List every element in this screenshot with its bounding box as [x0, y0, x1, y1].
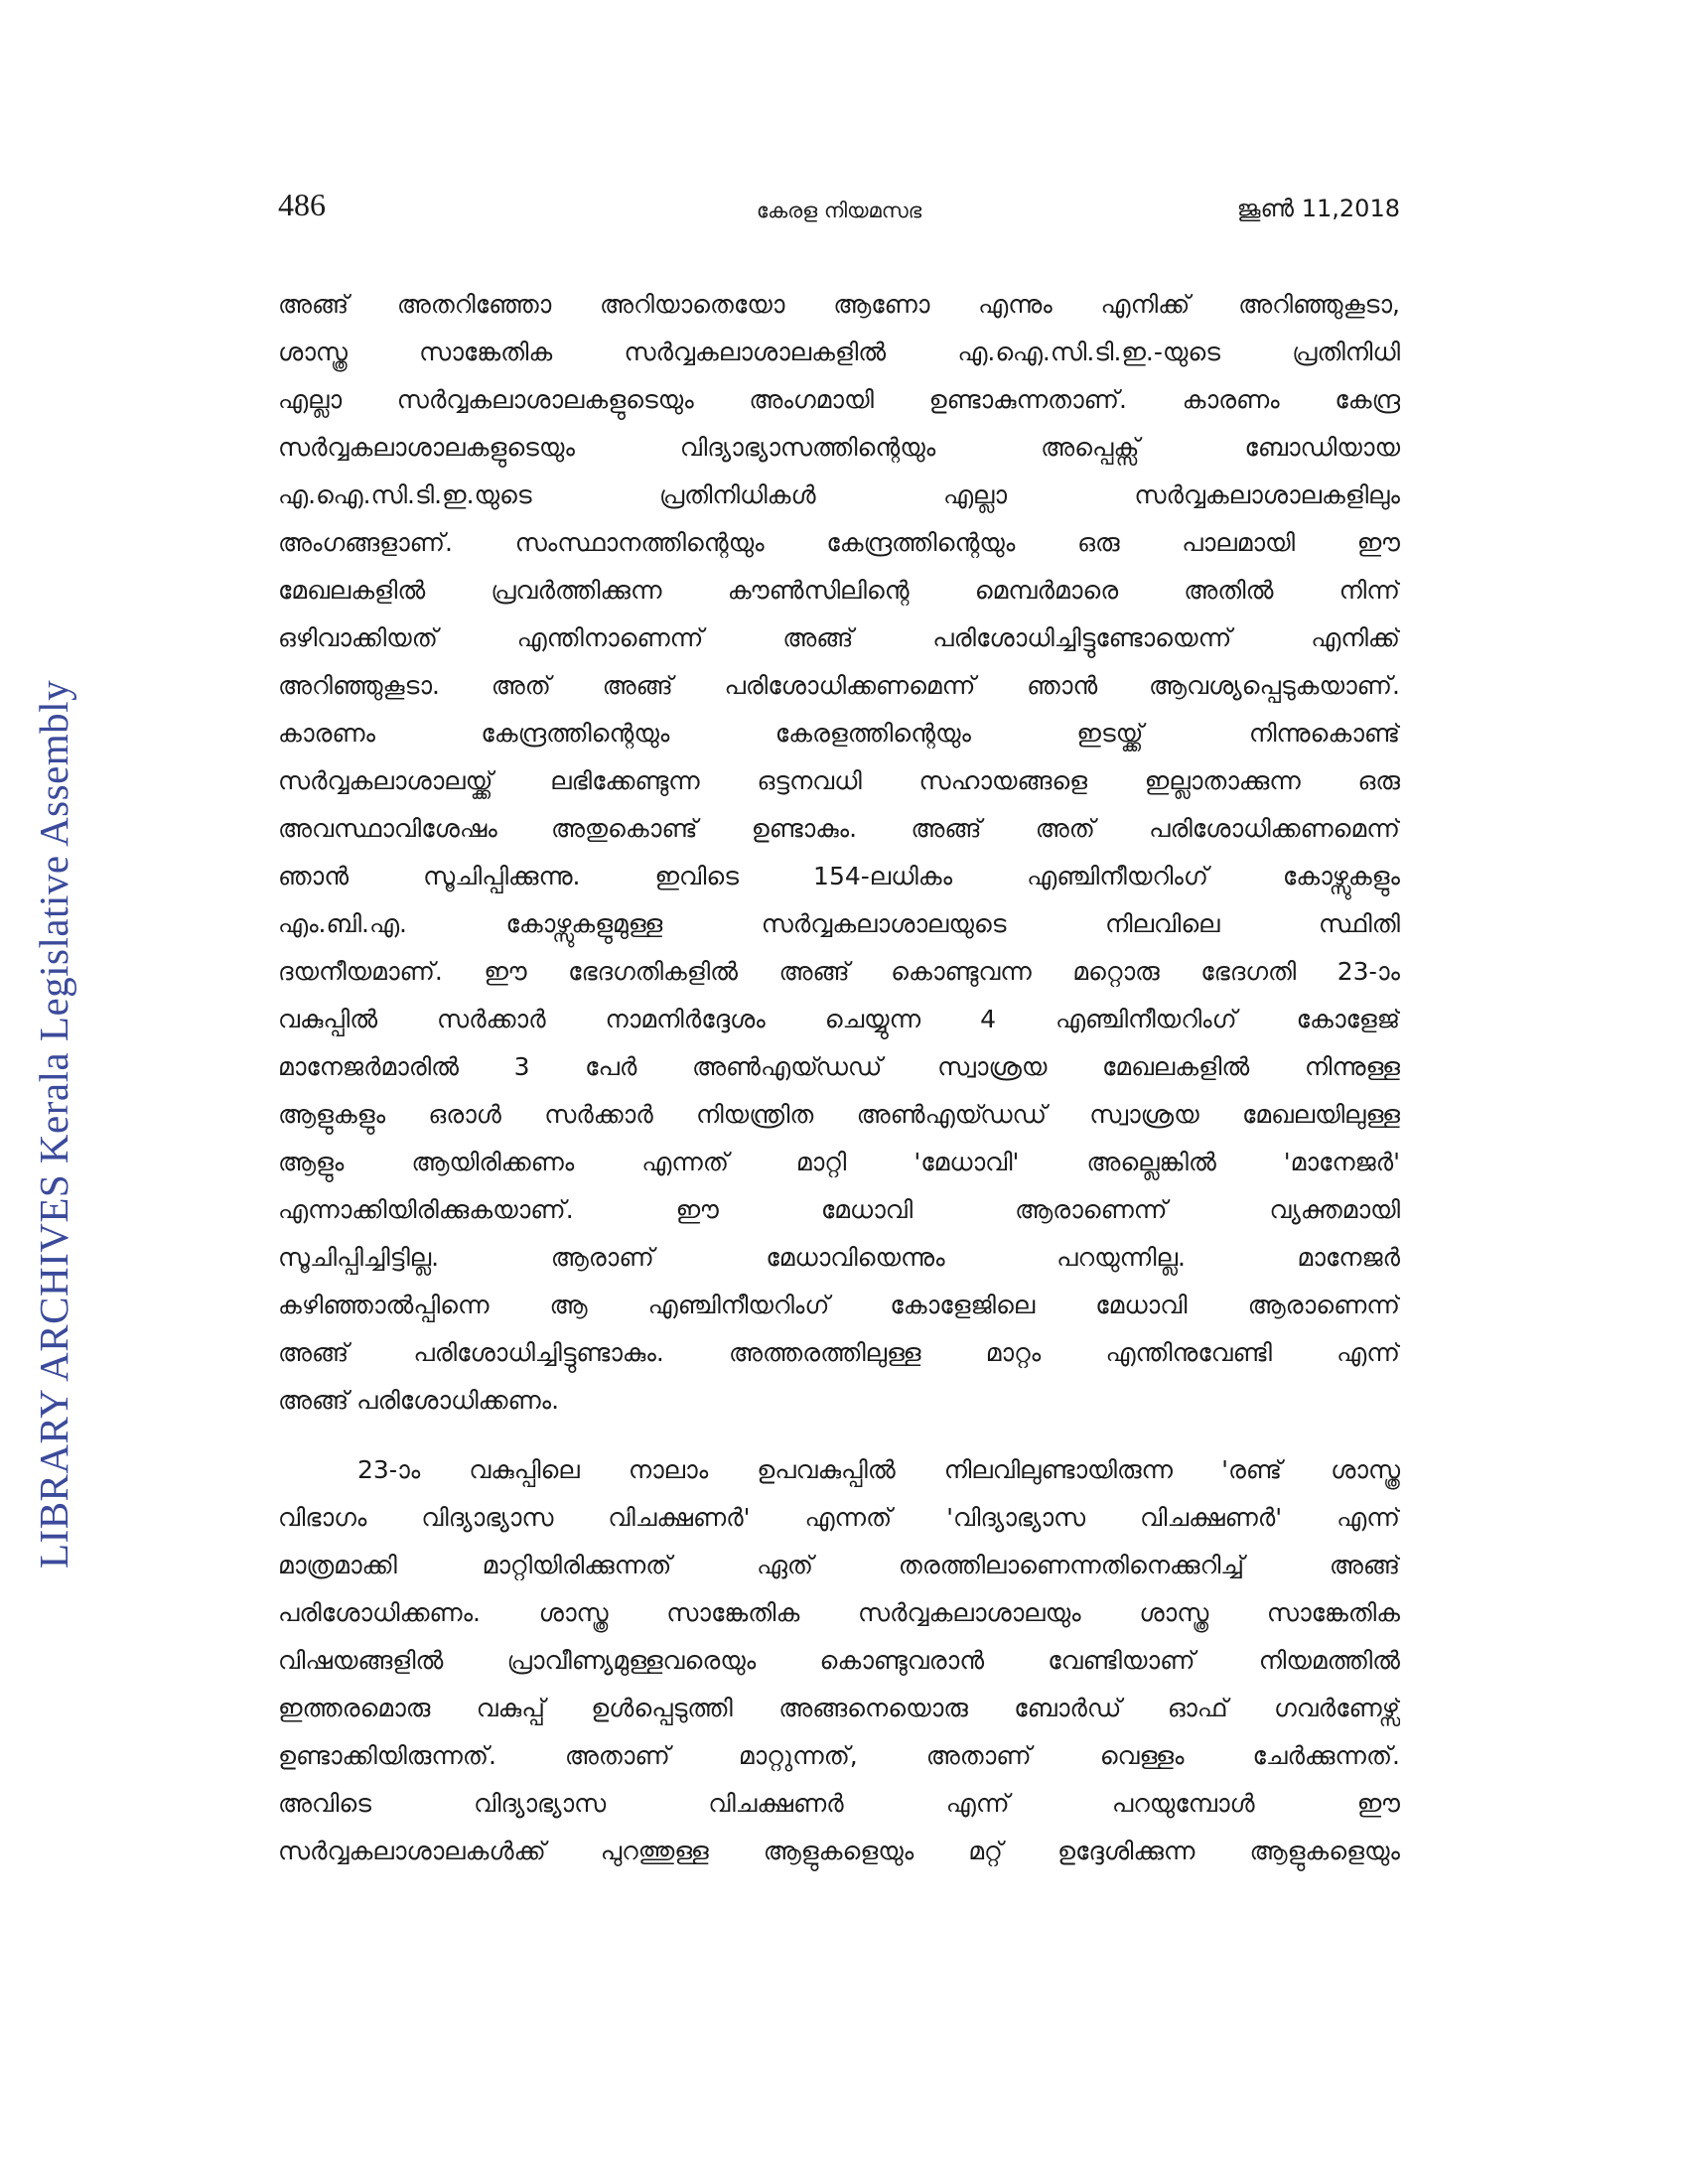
text-line: അങ്ങ് പരിശോധിക്കണം. [278, 1386, 560, 1415]
page-body [278, 281, 1400, 1875]
text-line: കഴിഞ്ഞാൽപ്പിന്നെ ആ എഞ്ചിനീയറിംഗ് കോളേജിലെ മേധാവി ആരാണെന്ന് [278, 1291, 1400, 1319]
text-line: ദയനീയമാണ്. ഈ ഭേദഗതികളിൽ അങ്ങ് കൊണ്ടുവന്ന മറ്റൊരു ഭേദഗതി 23-ാം [278, 957, 1400, 986]
archive-watermark: LIBRARY ARCHIVES Kerala Legislative Assembly [31, 679, 76, 1569]
text-line: കാരണം കേന്ദ്രത്തിന്റെയും കേരളത്തിന്റെയും ഇടയ്ക്ക് നിന്നുകൊണ്ട് [278, 719, 1400, 748]
text-line: അവിടെ വിദ്യാഭ്യാസ വിചക്ഷണർ എന്ന് പറയുമ്പോൾ ഈ [278, 1789, 1400, 1818]
text-line: അങ്ങ് അതറിഞ്ഞോ അറിയാതെയോ ആണോ എന്നും എനിക്ക് അറിഞ്ഞുകൂടാ, [278, 290, 1400, 319]
text-line: മാനേജർമാരിൽ 3 പേർ അൺഎയ്ഡഡ് സ്വാശ്രയ മേഖലകളിൽ നിന്നുള്ള [278, 1052, 1400, 1081]
text-line: 23-ാം വകുപ്പിലെ നാലാം ഉപവകുപ്പിൽ നിലവിലുണ്ടായിരുന്ന 'രണ്ട് ശാസ്ത്ര [357, 1455, 1400, 1484]
text-line: സർവ്വകലാശാലകൾക്ക് പുറത്തുള്ള ആളുകളെയും മറ്റ് ഉദ്ദേശിക്കുന്ന ആളുകളെയും [278, 1837, 1400, 1865]
text-line: അവസ്ഥാവിശേഷം അതുകൊണ്ട് ഉണ്ടാകും. അങ്ങ് അത് പരിശോധിക്കണമെന്ന് [278, 814, 1400, 843]
text-line: പരിശോധിക്കണം. ശാസ്ത്ര സാങ്കേതിക സർവ്വകലാശാലയും ശാസ്ത്ര സാങ്കേതിക [278, 1598, 1400, 1627]
text-line: എല്ലാ സർവ്വകലാശാലകളുടെയും അംഗമായി ഉണ്ടാകുന്നതാണ്. കാരണം കേന്ദ്ര [278, 385, 1400, 414]
text-line: ശാസ്ത്ര സാങ്കേതിക സർവ്വകലാശാലകളിൽ എ.ഐ.സി.ടി.ഇ.-യുടെ പ്രതിനിധി [278, 338, 1400, 366]
text-line: വിഭാഗം വിദ്യാഭ്യാസ വിചക്ഷണർ' എന്നത് 'വിദ്യാഭ്യാസ വിചക്ഷണർ' എന്ന് [278, 1503, 1400, 1532]
paragraph-1 [278, 281, 1400, 1425]
text-line: ഒഴിവാക്കിയത് എന്തിനാണെന്ന് അങ്ങ് പരിശോധിച്ചിട്ടുണ്ടോയെന്ന് എനിക്ക് [278, 623, 1400, 652]
page-number: 486 [278, 187, 326, 222]
text-line: ഞാൻ സൂചിപ്പിക്കുന്നു. ഇവിടെ 154-ലധികം എഞ്ചിനീയറിംഗ് കോഴ്സുകളും [278, 862, 1400, 890]
text-line: ആളുകളും ഒരാൾ സർക്കാർ നിയന്ത്രിത അൺഎയ്ഡഡ് സ്വാശ്രയ മേഖലയിലുള്ള [278, 1100, 1400, 1129]
text-line: മാത്രമാക്കി മാറ്റിയിരിക്കുന്നത് ഏത് തരത്തിലാണെന്നതിനെക്കുറിച്ച് അങ്ങ് [278, 1551, 1400, 1579]
text-line: അംഗങ്ങളാണ്. സംസ്ഥാനത്തിന്റെയും കേന്ദ്രത്തിന്റെയും ഒരു പാലമായി ഈ [278, 528, 1400, 557]
text-line: ഇത്തരമൊരു വകുപ്പ് ഉൾപ്പെടുത്തി അങ്ങനെയൊരു ബോർഡ് ഓഫ് ഗവർണേഴ്സ് [278, 1694, 1400, 1722]
text-line: സർവ്വകലാശാലയ്ക്ക് ലഭിക്കേണ്ടുന്ന ഒട്ടനവധി സഹായങ്ങളെ ഇല്ലാതാക്കുന്ന ഒരു [278, 766, 1400, 795]
text-line: മേഖലകളിൽ പ്രവർത്തിക്കുന്ന കൗൺസിലിന്റെ മെമ്പർമാരെ അതിൽ നിന്ന് [278, 576, 1400, 605]
header-date: ജൂൺ 11,2018 [1236, 195, 1400, 222]
text-line: സർവ്വകലാശാലകളുടെയും വിദ്യാഭ്യാസത്തിന്റെയും അപ്പെക്സ് ബോഡിയായ [278, 433, 1400, 462]
text-line: സൂചിപ്പിച്ചിട്ടില്ല. ആരാണ് മേധാവിയെന്നും പറയുന്നില്ല. മാനേജർ [278, 1243, 1400, 1272]
text-line: ആളും ആയിരിക്കണം എന്നത് മാറ്റി 'മേധാവി' അല്ലെങ്കിൽ 'മാനേജർ' [278, 1148, 1400, 1176]
text-line: അങ്ങ് പരിശോധിച്ചിട്ടുണ്ടാകും. അത്തരത്തിലുള്ള മാറ്റം എന്തിനുവേണ്ടി എന്ന് [278, 1338, 1400, 1367]
text-line: വിഷയങ്ങളിൽ പ്രാവീണ്യമുള്ളവരെയും കൊണ്ടുവരാൻ വേണ്ടിയാണ് നിയമത്തിൽ [278, 1646, 1400, 1675]
paragraph-2 [278, 1446, 1400, 1875]
running-title: കേരള നിയമസഭ [756, 199, 922, 222]
page-header [278, 187, 1400, 236]
text-line: വകുപ്പിൽ സർക്കാർ നാമനിർദ്ദേശം ചെയ്യുന്ന 4 എഞ്ചിനീയറിംഗ് കോളേജ് [278, 1005, 1400, 1033]
text-line: എന്നാക്കിയിരിക്കുകയാണ്. ഈ മേധാവി ആരാണെന്ന് വ്യക്തമായി [278, 1195, 1400, 1224]
text-line: എ.ഐ.സി.ടി.ഇ.യുടെ പ്രതിനിധികൾ എല്ലാ സർവ്വകലാശാലകളിലും [278, 480, 1400, 509]
text-line: അറിഞ്ഞുകൂടാ. അത് അങ്ങ് പരിശോധിക്കണമെന്ന് ഞാൻ ആവശ്യപ്പെടുകയാണ്. [278, 671, 1400, 700]
text-line: ഉണ്ടാക്കിയിരുന്നത്. അതാണ് മാറ്റുന്നത്, അതാണ് വെള്ളം ചേർക്കുന്നത്. [278, 1741, 1400, 1770]
text-line: എം.ബി.എ. കോഴ്സുകളുമുള്ള സർവ്വകലാശാലയുടെ നിലവിലെ സ്ഥിതി [278, 909, 1400, 938]
